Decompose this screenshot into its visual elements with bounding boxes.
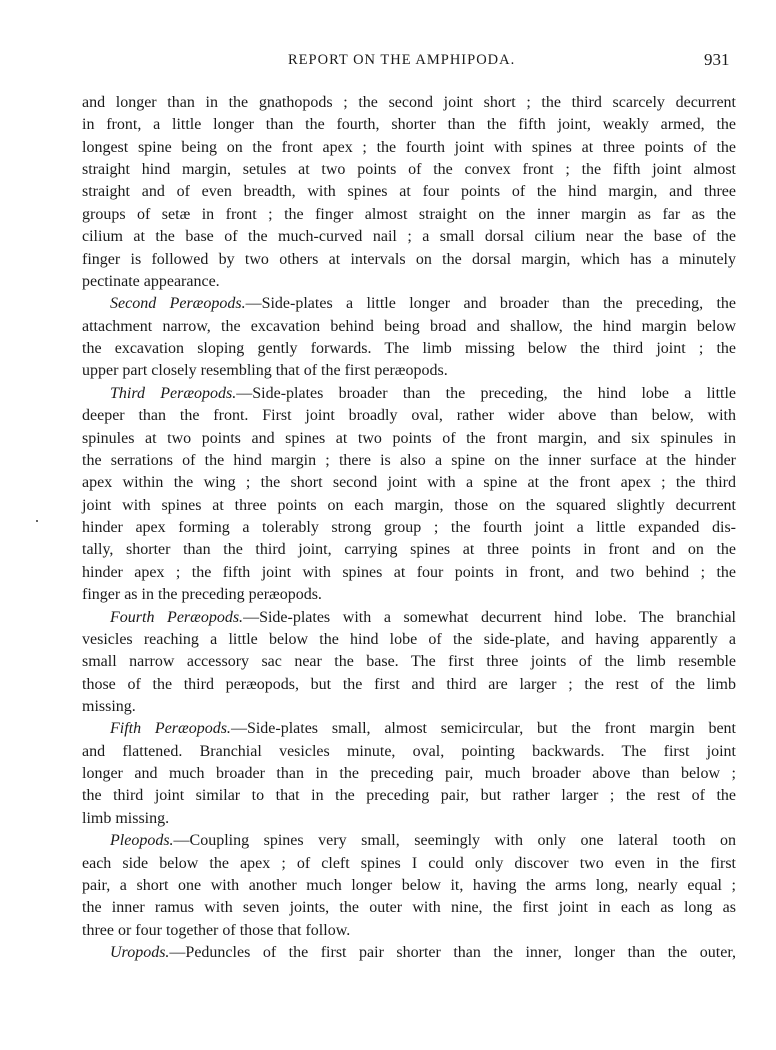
line-text: and flattened. Branchial vesicles minute, oval, pointing backwards. The first joint: [82, 742, 736, 760]
text-line: [82, 92, 736, 114]
line-text: those of the third peræopods, but the first and third are larger ; the rest of the limb: [82, 675, 736, 693]
text-line: [82, 785, 736, 807]
paragraph-heading: Fourth Peræopods.: [110, 608, 244, 626]
text-line: [82, 808, 736, 830]
text-line: [82, 651, 736, 673]
line-text: hinder apex ; the fifth joint with spines at four points in front, and two behind ; the: [82, 563, 736, 581]
line-text: straight hind margin, setules at two points of the convex front ; the fifth joint almost: [82, 161, 736, 179]
text-line: [110, 942, 736, 964]
line-text: deeper than the front. First joint broadly oval, rather wider above than below, with: [82, 407, 736, 425]
text-line: [82, 249, 736, 271]
text-line: [82, 495, 736, 517]
text-line: [82, 875, 736, 897]
paragraph-heading: Fifth Peræopods.: [110, 720, 231, 738]
text-line: [82, 450, 736, 472]
text-line: [110, 383, 736, 405]
line-text: pair, a short one with another much longer below it, having the arms long, nearly equal ;: [82, 876, 736, 894]
paragraph-heading: Second Peræopods.: [110, 295, 246, 313]
line-text: the serrations of the hind margin ; there is also a spine on the inner surface at the hinder: [82, 451, 736, 469]
line-text: missing.: [82, 697, 136, 715]
text-line: [82, 181, 736, 203]
text-line: [82, 853, 736, 875]
text-line: [82, 763, 736, 785]
line-text: apex within the wing ; the short second joint with a spine at the front apex ; the third: [82, 474, 736, 492]
line-text: —Peduncles of the first pair shorter than the inner, longer than the outer,: [169, 944, 736, 962]
text-line: [82, 517, 736, 539]
line-text: small narrow accessory sac near the base. The first three joints of the limb resemble: [82, 653, 736, 671]
text-line: [82, 338, 736, 360]
text-line: [82, 226, 736, 248]
line-text: each side below the apex ; of cleft spines I could only discover two even in the first: [82, 854, 736, 872]
line-text: upper part closely resembling that of the first peræopods.: [82, 362, 448, 380]
text-line: [82, 897, 736, 919]
text-line: [82, 204, 736, 226]
line-text: tally, shorter than the third joint, carrying spines at three points in front and on the: [82, 541, 736, 559]
paragraph-heading: Uropods.: [110, 944, 170, 962]
text-line: [82, 137, 736, 159]
line-text: pectinate appearance.: [82, 272, 220, 290]
text-line: [82, 472, 736, 494]
page-number: 931: [704, 50, 730, 69]
text-line: [82, 696, 736, 718]
text-line: [82, 271, 736, 293]
line-text: groups of setæ in front ; the finger almost straight on the inner margin as far as the: [82, 205, 736, 223]
line-text: the inner ramus with seven joints, the outer with nine, the first joint in each as long as: [82, 899, 736, 917]
line-text: the third joint similar to that in the preceding pair, but rather larger ; the rest of the: [82, 787, 736, 805]
line-text: attachment narrow, the excavation behind being broad and shallow, the hind margin below: [82, 317, 736, 335]
line-text: spinules at two points and spines at two points of the front margin, and six spinules in: [82, 429, 736, 447]
text-line: [110, 718, 736, 740]
line-text: finger as in the preceding peræopods.: [82, 586, 322, 604]
text-line: [82, 674, 736, 696]
line-text: —Side-plates a little longer and broader than the preceding, the: [245, 295, 737, 313]
line-text: and longer than in the gnathopods ; the second joint short ; the third scarcely decurrent: [82, 94, 736, 111]
text-line: [82, 920, 736, 942]
line-text: —Side-plates with a somewhat decurrent hind lobe. The branchial: [243, 608, 736, 626]
line-text: hinder apex forming a tolerably strong group ; the fourth joint a little expanded dis-: [82, 519, 736, 537]
line-text: finger is followed by two others at intervals on the dorsal margin, which has a minutely: [82, 250, 736, 268]
line-text: in front, a little longer than the fourth, shorter than the fifth joint, weakly armed, the: [82, 116, 736, 134]
text-line: [82, 584, 736, 606]
text-line: [82, 428, 736, 450]
line-text: longer and much broader than in the preceding pair, much broader above than below ;: [82, 765, 736, 783]
line-text: —Side-plates broader than the preceding, the hind lobe a little: [236, 384, 737, 402]
line-text: vesicles reaching a little below the hind lobe of the side-plate, and having apparently a: [82, 630, 736, 648]
line-text: —Side-plates small, almost semicircular, but the front margin bent: [230, 720, 737, 738]
text-line: [82, 360, 736, 382]
text-line: [82, 629, 736, 651]
line-text: the excavation sloping gently forwards. The limb missing below the third joint ; the: [82, 340, 736, 358]
text-line: [110, 830, 736, 852]
text-line: [82, 316, 736, 338]
text-line: [82, 114, 736, 136]
running-head: REPORT ON THE AMPHIPODA.: [288, 52, 516, 68]
line-text: joint with spines at three points on each margin, those on the squared slightly decurrent: [82, 496, 736, 514]
line-text: longest spine being on the front apex ; the fourth joint with spines at three points of the: [82, 138, 736, 156]
line-text: three or four together of those that follow.: [82, 921, 351, 939]
text-line: [82, 159, 736, 181]
line-text: cilium at the base of the much-curved nail ; a small dorsal cilium near the base of the: [82, 228, 736, 246]
line-text: —Coupling spines very small, seemingly with only one lateral tooth on: [173, 832, 736, 850]
text-line: [110, 293, 736, 315]
paragraph-heading: Third Peræopods.: [110, 384, 237, 402]
scan-speck: [36, 520, 38, 522]
line-text: straight and of even breadth, with spines at four points of the hind margin, and three: [82, 183, 736, 201]
text-line: [110, 607, 736, 629]
line-text: limb missing.: [82, 809, 170, 827]
text-line: [82, 405, 736, 427]
paragraph-heading: Pleopods.: [110, 832, 174, 850]
text-line: [82, 741, 736, 763]
text-line: [82, 562, 736, 584]
text-line: [82, 539, 736, 561]
